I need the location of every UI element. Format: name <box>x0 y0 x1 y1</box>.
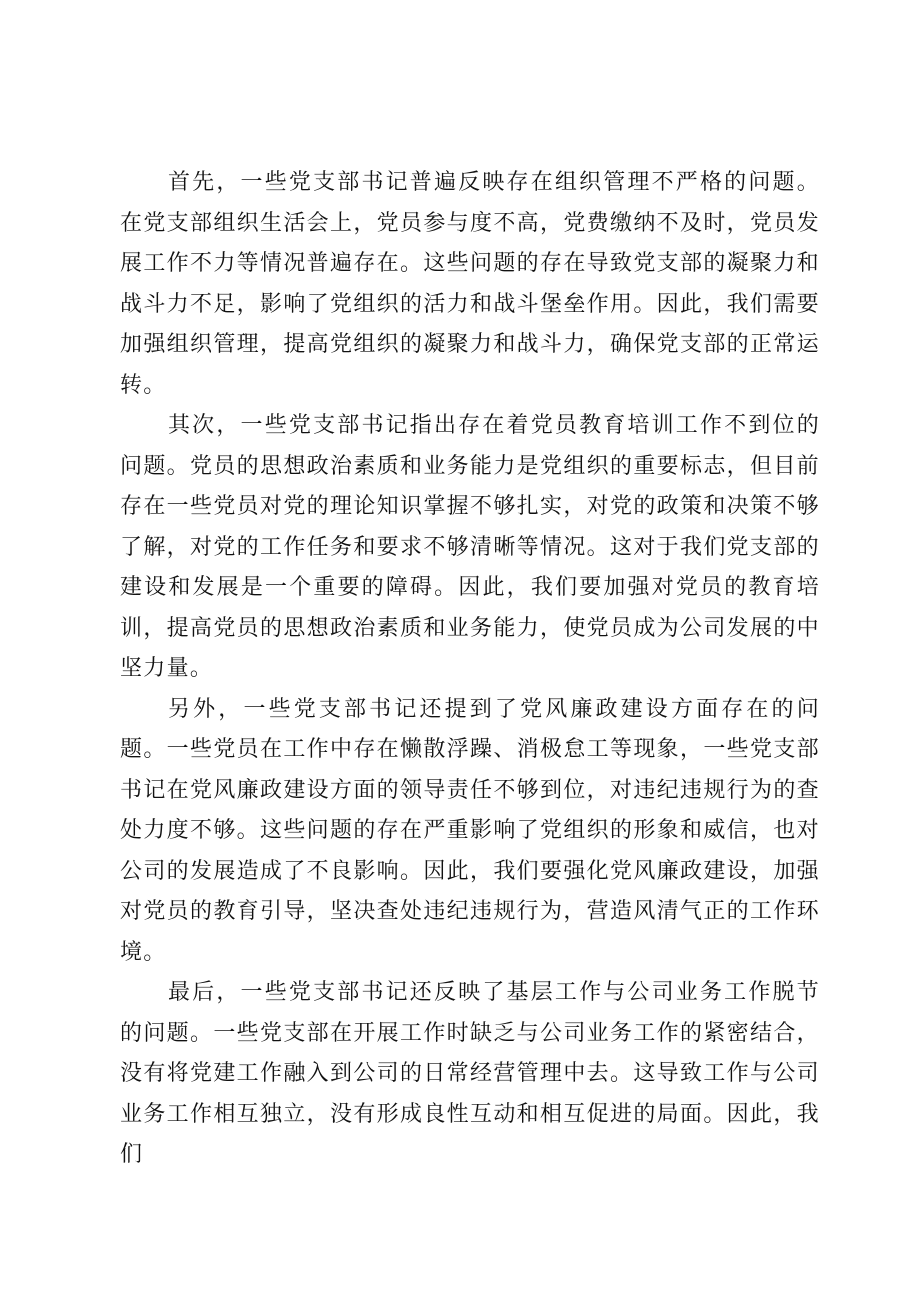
paragraph-4: 最后，一些党支部书记还反映了基层工作与公司业务工作脱节的问题。一些党支部在开展工作时缺乏与公司业务工作的紧密结合，没有将党建工作融入到公司的日常经营管理中去。这导致工作与公司业务工作相互独立，没有形成良性互动和相互促进的局面。因此，我们 <box>120 980 820 1167</box>
paragraph-1: 首先，一些党支部书记普遍反映存在组织管理不严格的问题。在党支部组织生活会上，党员参与度不高，党费缴纳不及时，党员发展工作不力等情况普遍存在。这些问题的存在导致党支部的凝聚力和战斗力不足，影响了党组织的活力和战斗堡垒作用。因此，我们需要加强组织管理，提高党组织的凝聚力和战斗力，确保党支部的正常运转。 <box>120 170 820 398</box>
document-body <box>120 163 820 1176</box>
paragraph-3: 另外，一些党支部书记还提到了党风廉政建设方面存在的问题。一些党员在工作中存在懒散浮躁、消极怠工等现象，一些党支部书记在党风廉政建设方面的领导责任不够到位，对违纪违规行为的查处力度不够。这些问题的存在严重影响了党组织的形象和威信，也对公司的发展造成了不良影响。因此，我们要强化党风廉政建设，加强对党员的教育引导，坚决查处违纪违规行为，营造风清气正的工作环境。 <box>120 696 820 965</box>
paragraph-2: 其次，一些党支部书记指出存在着党员教育培训工作不到位的问题。党员的思想政治素质和业务能力是党组织的重要标志，但目前存在一些党员对党的理论知识掌握不够扎实，对党的政策和决策不够了解，对党的工作任务和要求不够清晰等情况。这对于我们党支部的建设和发展是一个重要的障碍。因此，我们要加强对党员的教育培训，提高党员的思想政治素质和业务能力，使党员成为公司发展的中坚力量。 <box>120 413 820 681</box>
